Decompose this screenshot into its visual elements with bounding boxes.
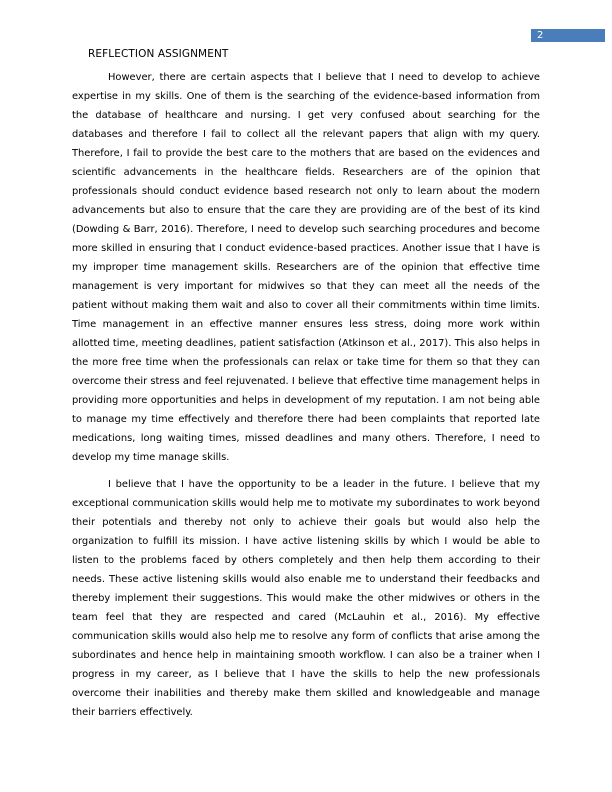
page-number-badge: 2 [531,29,605,42]
body-text [72,68,540,730]
running-header-title: REFLECTION ASSIGNMENT [88,48,229,60]
paragraph-2: I believe that I have the opportunity to be a leader in the future. I believe that my exceptional communication skills would help me to motivate my subordinates to work beyond their potentials and thereby not only to achieve their goals but would also help the organization to fulfill its mission. I have active listening skills by which I would be able to listen to the problems faced by others completely and then help them according to their needs. These active listening skills would also enable me to understand their feedbacks and thereby implement their suggestions. This would make the other midwives or others in the team feel that they are respected and cared (McLauhin et al., 2016). My effective communication skills would also help me to resolve any form of conflicts that arise among the subordinates and hence help in maintaining smooth workflow. I can also be a trainer when I progress in my career, as I believe that I have the skills to help the new professionals overcome their inabilities and thereby make them skilled and knowledgeable and manage their barriers effectively. [72,479,540,718]
paragraph-1: However, there are certain aspects that I believe that I need to develop to achieve expertise in my skills. One of them is the searching of the evidence-based information from the database of healthcare and nursing. I get very confused about searching for the databases and therefore I fail to collect all the relevant papers that align with my query. Therefore, I fail to provide the best care to the mothers that are based on the evidences and scientific advancements in the healthcare fields. Researchers are of the opinion that professionals should conduct evidence based research not only to learn about the modern advancements but also to ensure that the care they are providing are of the best of its kind (Dowding & Barr, 2016). Therefore, I need to develop such searching procedures and become more skilled in ensuring that I conduct evidence-based practices. Another issue that I have is my improper time management skills. Researchers are of the opinion that effective time management is very important for midwives so that they can meet all the needs of the patient without making them wait and also to cover all their commitments within time limits. Time management in an effective manner ensures less stress, doing more work within allotted time, meeting deadlines, patient satisfaction (Atkinson et al., 2017). This also helps in the more free time when the professionals can relax or take time for them so that they can overcome their stress and feel rejuvenated. I believe that effective time management helps in providing more opportunities and helps in development of my reputation. I am not being able to manage my time effectively and therefore there had been complaints that reported late medications, long waiting times, missed deadlines and many others. Therefore, I need to develop my time manage skills. [72,72,540,463]
